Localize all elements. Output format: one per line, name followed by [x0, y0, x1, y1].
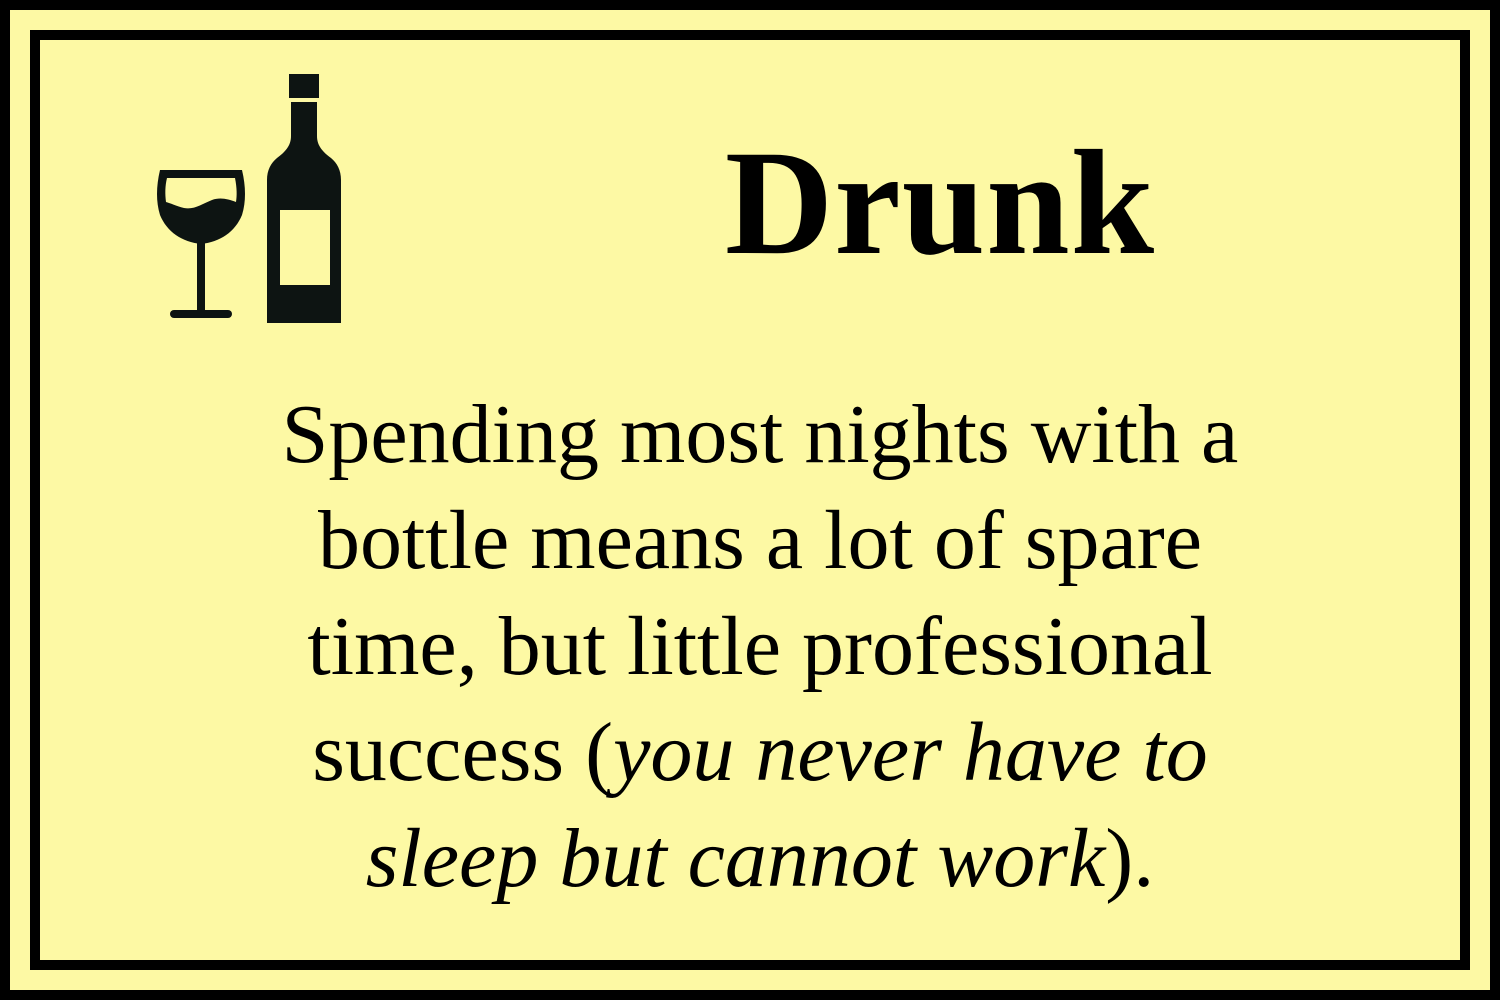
description-line-5-suffix: ). [1105, 812, 1155, 905]
card-title: Drunk [724, 120, 1156, 286]
description-line-4-prefix: success ( [312, 706, 614, 799]
description-line-3: time, but little professional [307, 600, 1213, 693]
card-description [50, 382, 1470, 912]
drink-icons [150, 72, 350, 327]
wine-bottle-icon [267, 74, 341, 323]
description-line-1: Spending most nights with a [281, 388, 1239, 481]
description-line-4-italic: you never have to [613, 706, 1208, 799]
description-line-2: bottle means a lot of spare [317, 494, 1203, 587]
wine-glass-icon [157, 170, 245, 318]
description-line-5-italic: sleep but cannot work [365, 812, 1106, 905]
